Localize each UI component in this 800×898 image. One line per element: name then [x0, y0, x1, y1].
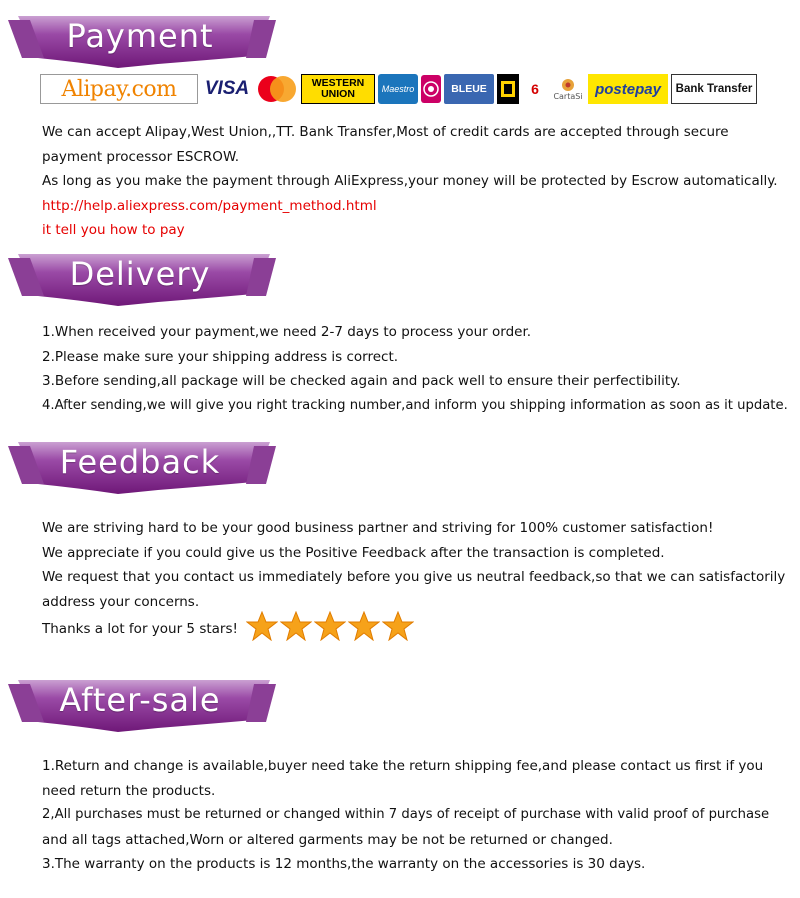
- payment-line-3: As long as you make the payment through AliExpress,your money will be protected by Escrow automatically.: [42, 173, 778, 190]
- feedback-text: [42, 516, 797, 644]
- visa-logo: VISA: [204, 78, 250, 99]
- postepay-logo: postepay: [588, 74, 668, 104]
- delivery-line-2: 2.Please make sure your shipping address is correct.: [42, 348, 399, 365]
- payment-help-note: it tell you how to pay: [42, 222, 185, 239]
- after-sale-line-2: need return the products.: [42, 782, 216, 799]
- after-sale-banner: [8, 676, 276, 738]
- payment-line-2: payment processor ESCROW.: [42, 148, 240, 165]
- after-sale-line-1: 1.Return and change is available,buyer need take the return shipping fee,and please contact us first if you: [42, 758, 764, 774]
- ideal-logo: [421, 75, 441, 103]
- western-union-line1: WESTERN: [311, 77, 365, 89]
- feedback-line-2: We appreciate if you could give us the Positive Feedback after the transaction is completed.: [42, 544, 665, 561]
- delivery-line-3: 3.Before sending,all package will be checked again and pack well to ensure their perfectibility.: [42, 373, 681, 390]
- alipay-logo: Alipay.com: [40, 74, 198, 104]
- payment-title: Payment: [66, 17, 214, 55]
- ideal-icon: [422, 80, 440, 98]
- after-sale-line-5: 3.The warranty on the products is 12 months,the warranty on the accessories is 30 days.: [42, 856, 646, 873]
- feedback-line-3: We request that you contact us immediately before you give us neutral feedback,so that we can satisfactorily: [42, 569, 786, 586]
- feedback-title: Feedback: [59, 443, 221, 481]
- cartasi-label: CartaSi: [553, 91, 583, 101]
- mastercard-logo: [256, 74, 298, 104]
- delivery-title: Delivery: [69, 255, 211, 293]
- after-sale-text: [42, 754, 797, 877]
- feedback-line-5: [42, 614, 797, 644]
- feedback-line-4: address your concerns.: [42, 593, 200, 610]
- payment-line-1: We can accept Alipay,West Union,,TT. Bank Transfer,Most of credit cards are accepted through secure: [42, 124, 729, 140]
- cartasi-logo: [551, 74, 585, 104]
- after-sale-title: After-sale: [59, 681, 221, 719]
- star-icon: [246, 611, 278, 641]
- star-icon: [314, 611, 346, 641]
- bank-transfer-logo: Bank Transfer: [671, 74, 757, 104]
- five-star-rating: [246, 611, 414, 641]
- payment-banner: [8, 12, 276, 74]
- western-union-logo: [301, 74, 375, 104]
- delivery-banner: [8, 250, 276, 312]
- dep-shape-icon: [499, 78, 517, 100]
- payment-help-link[interactable]: http://help.aliexpress.com/payment_method.html: [42, 197, 377, 214]
- feedback-line-1: We are striving hard to be your good business partner and striving for 100% customer satisfaction!: [42, 520, 714, 536]
- after-sale-line-4: and all tags attached,Worn or altered garments may be not be returned or changed.: [42, 831, 613, 848]
- six-logo: 6: [531, 81, 539, 97]
- payment-text: [42, 120, 797, 243]
- delivery-text: [42, 320, 797, 418]
- mastercard-circles-icon: [256, 75, 298, 103]
- star-icon: [280, 611, 312, 641]
- feedback-thanks-text: Thanks a lot for your 5 stars!: [42, 621, 238, 638]
- star-icon: [382, 611, 414, 641]
- western-union-line2: UNION: [321, 88, 355, 100]
- delivery-line-4: 4.After sending,we will give you right tracking number,and inform you shipping information as soon as it update.: [42, 397, 788, 413]
- feedback-banner: [8, 438, 276, 500]
- payment-logos: [40, 73, 757, 105]
- dep-icon: [497, 74, 519, 104]
- carte-bleue-logo: BLEUE: [444, 74, 494, 104]
- cartasi-icon: [559, 78, 577, 92]
- after-sale-line-3: 2,All purchases must be returned or changed within 7 days of receipt of purchase with valid proof of purchase: [42, 807, 770, 823]
- maestro-logo: Maestro: [378, 74, 418, 104]
- star-icon: [348, 611, 380, 641]
- delivery-line-1: 1.When received your payment,we need 2-7 days to process your order.: [42, 324, 532, 340]
